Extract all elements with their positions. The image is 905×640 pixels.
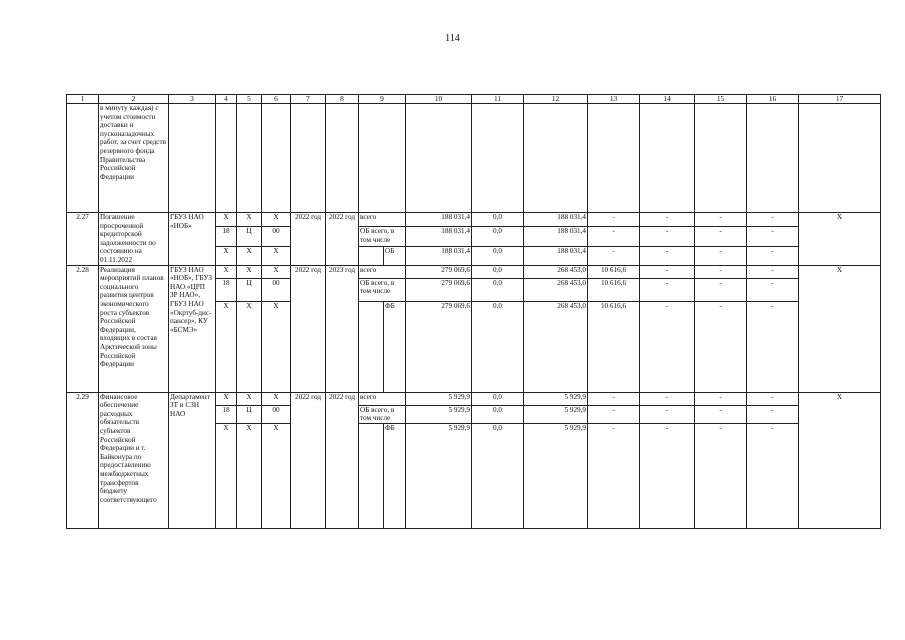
value-col14: -	[640, 247, 695, 266]
value-col15: -	[695, 392, 747, 405]
continuation-row	[67, 104, 881, 213]
code-cell: 00	[262, 278, 291, 301]
value-col15: -	[695, 227, 747, 247]
year-start: 2022 год	[291, 265, 326, 392]
value-col16: -	[747, 405, 799, 423]
table-cell	[524, 104, 588, 213]
column-header: 16	[747, 95, 799, 104]
table-cell	[291, 104, 326, 213]
value-col13: -	[588, 392, 640, 405]
value-total: 5 929,9	[406, 392, 472, 405]
value-col16: -	[747, 392, 799, 405]
value-col12: 5 929,9	[524, 392, 588, 405]
code-cell: 18	[216, 405, 237, 423]
value-col16: -	[747, 213, 799, 227]
value-col11: 0,0	[472, 265, 524, 278]
table-cell	[262, 104, 291, 213]
code-cell: 18	[216, 278, 237, 301]
code-cell: X	[216, 213, 237, 227]
item-number: 2.29	[67, 392, 99, 528]
code-cell: X	[237, 213, 262, 227]
value-total: 5 929,9	[406, 423, 472, 528]
source-indent	[359, 247, 384, 266]
continued-name: в минуту каждая) с учетом стоимости доставки и пусконаладочных работ, за счет средств резервного фонда Правительства Российской Федерации	[99, 104, 169, 213]
column17-mark: X	[799, 213, 881, 266]
value-col14: -	[640, 405, 695, 423]
value-col14: -	[640, 392, 695, 405]
header-row	[67, 95, 881, 104]
value-col13: -	[588, 423, 640, 528]
year-start: 2022 год	[291, 213, 326, 266]
value-col16: -	[747, 247, 799, 266]
column-header: 8	[326, 95, 359, 104]
value-col16: -	[747, 227, 799, 247]
table-cell	[359, 104, 406, 213]
value-total: 5 929,9	[406, 405, 472, 423]
value-col15: -	[695, 213, 747, 227]
value-col14: -	[640, 265, 695, 278]
item-number: 2.28	[67, 265, 99, 392]
value-total: 188 031,4	[406, 227, 472, 247]
value-col15: -	[695, 265, 747, 278]
source-label: всего	[359, 265, 406, 278]
table-cell	[588, 104, 640, 213]
item-name: Финансовое обеспечение расходных обязательств субъектов Российской Федерации и г. Байконура по предоставлению межбюджетных трансфертов бюджету соответствующего	[99, 392, 169, 528]
value-total: 188 031,4	[406, 213, 472, 227]
value-col15: -	[695, 423, 747, 528]
table-cell	[326, 104, 359, 213]
table-cell	[472, 104, 524, 213]
code-cell: X	[216, 392, 237, 405]
item-executor: ГБУЗ НАО «НОБ», ГБУЗ НАО «ЦРП ЗР НАО», ГБУЗ НАО «Окртуб-дис-пансер», КУ «БСМЭ»	[169, 265, 216, 392]
code-cell: X	[237, 392, 262, 405]
year-start: 2022 год	[291, 392, 326, 528]
code-cell: Ц	[237, 278, 262, 301]
code-cell: Ц	[237, 227, 262, 247]
value-col14: -	[640, 423, 695, 528]
table-cell	[67, 104, 99, 213]
table-row	[67, 392, 881, 405]
column-header: 10	[406, 95, 472, 104]
source-indent	[359, 423, 384, 528]
year-end: 2023 год	[326, 265, 359, 392]
table-cell	[406, 104, 472, 213]
code-cell: X	[262, 301, 291, 392]
column-header: 5	[237, 95, 262, 104]
value-col12: 188 031,4	[524, 227, 588, 247]
value-col12: 268 453,0	[524, 278, 588, 301]
table-cell	[747, 104, 799, 213]
table-row	[67, 213, 881, 227]
value-col12: 5 929,9	[524, 405, 588, 423]
column17-mark: X	[799, 265, 881, 392]
source-label: всего	[359, 213, 406, 227]
item-name: Погашение просроченной кредиторской задолженности по состоянию на 01.11.2022	[99, 213, 169, 266]
code-cell: X	[216, 301, 237, 392]
column-header: 13	[588, 95, 640, 104]
source-label: ОБ всего, в том числе	[359, 278, 406, 301]
table-row	[67, 265, 881, 278]
value-col12: 268 453,0	[524, 265, 588, 278]
code-cell: Ц	[237, 405, 262, 423]
column-header: 1	[67, 95, 99, 104]
table-cell	[169, 104, 216, 213]
column17-mark: X	[799, 392, 881, 528]
value-col14: -	[640, 301, 695, 392]
value-col16: -	[747, 278, 799, 301]
source-indent	[359, 301, 384, 392]
value-total: 188 031,4	[406, 247, 472, 266]
item-number: 2.27	[67, 213, 99, 266]
code-cell: X	[262, 265, 291, 278]
code-cell: X	[262, 392, 291, 405]
code-cell: 18	[216, 227, 237, 247]
item-executor: Департамент ЗТ и СЗН НАО	[169, 392, 216, 528]
source-label: ОБ	[384, 247, 406, 266]
column-header: 6	[262, 95, 291, 104]
item-executor: ГБУЗ НАО «НОБ»	[169, 213, 216, 266]
value-col14: -	[640, 227, 695, 247]
value-col11: 0,0	[472, 301, 524, 392]
column-header: 11	[472, 95, 524, 104]
column-header: 17	[799, 95, 881, 104]
value-col15: -	[695, 405, 747, 423]
value-col13: -	[588, 247, 640, 266]
code-cell: X	[216, 247, 237, 266]
column-header: 9	[359, 95, 406, 104]
value-col13: -	[588, 405, 640, 423]
column-header: 2	[99, 95, 169, 104]
column-header: 3	[169, 95, 216, 104]
value-total: 279 069,6	[406, 265, 472, 278]
value-col13: 10 616,6	[588, 265, 640, 278]
value-col13: 10 616,6	[588, 301, 640, 392]
value-col11: 0,0	[472, 423, 524, 528]
value-col16: -	[747, 423, 799, 528]
code-cell: X	[237, 301, 262, 392]
value-col11: 0,0	[472, 213, 524, 227]
year-end: 2022 год	[326, 213, 359, 266]
value-col16: -	[747, 301, 799, 392]
source-label: ОБ всего, в том числе	[359, 405, 406, 423]
table-cell	[216, 104, 237, 213]
code-cell: X	[237, 265, 262, 278]
value-total: 279 069,6	[406, 301, 472, 392]
page-number: 114	[445, 33, 460, 44]
code-cell: X	[237, 247, 262, 266]
column-header: 12	[524, 95, 588, 104]
column-header: 15	[695, 95, 747, 104]
value-col12: 188 031,4	[524, 213, 588, 227]
budget-table	[66, 94, 881, 529]
column-header: 14	[640, 95, 695, 104]
code-cell: X	[262, 213, 291, 227]
code-cell: X	[237, 423, 262, 528]
value-col11: 0,0	[472, 278, 524, 301]
source-label: ОБ всего, в том числе	[359, 227, 406, 247]
value-col11: 0,0	[472, 405, 524, 423]
code-cell: 00	[262, 405, 291, 423]
value-col13: 10 616,6	[588, 278, 640, 301]
value-col15: -	[695, 301, 747, 392]
source-label: ФБ	[384, 301, 406, 392]
value-col15: -	[695, 247, 747, 266]
source-label: всего	[359, 392, 406, 405]
column-header: 7	[291, 95, 326, 104]
value-col11: 0,0	[472, 247, 524, 266]
value-col16: -	[747, 265, 799, 278]
value-col12: 188 031,4	[524, 247, 588, 266]
value-total: 279 069,6	[406, 278, 472, 301]
code-cell: X	[262, 247, 291, 266]
value-col13: -	[588, 213, 640, 227]
value-col11: 0,0	[472, 227, 524, 247]
table-cell	[799, 104, 881, 213]
code-cell: X	[262, 423, 291, 528]
code-cell: X	[216, 423, 237, 528]
value-col14: -	[640, 213, 695, 227]
value-col12: 268 453,0	[524, 301, 588, 392]
value-col11: 0,0	[472, 392, 524, 405]
item-name: Реализация мероприятий планов социального развития центров экономического роста субъектов Российской Федерации, входящих в состав Арктической зоны Российской Федерации	[99, 265, 169, 392]
table-cell	[695, 104, 747, 213]
table-cell	[640, 104, 695, 213]
value-col12: 5 929,9	[524, 423, 588, 528]
code-cell: 00	[262, 227, 291, 247]
value-col15: -	[695, 278, 747, 301]
value-col13: -	[588, 227, 640, 247]
table-cell	[237, 104, 262, 213]
value-col14: -	[640, 278, 695, 301]
column-header: 4	[216, 95, 237, 104]
code-cell: X	[216, 265, 237, 278]
year-end: 2022 год	[326, 392, 359, 528]
source-label: ФБ	[384, 423, 406, 528]
